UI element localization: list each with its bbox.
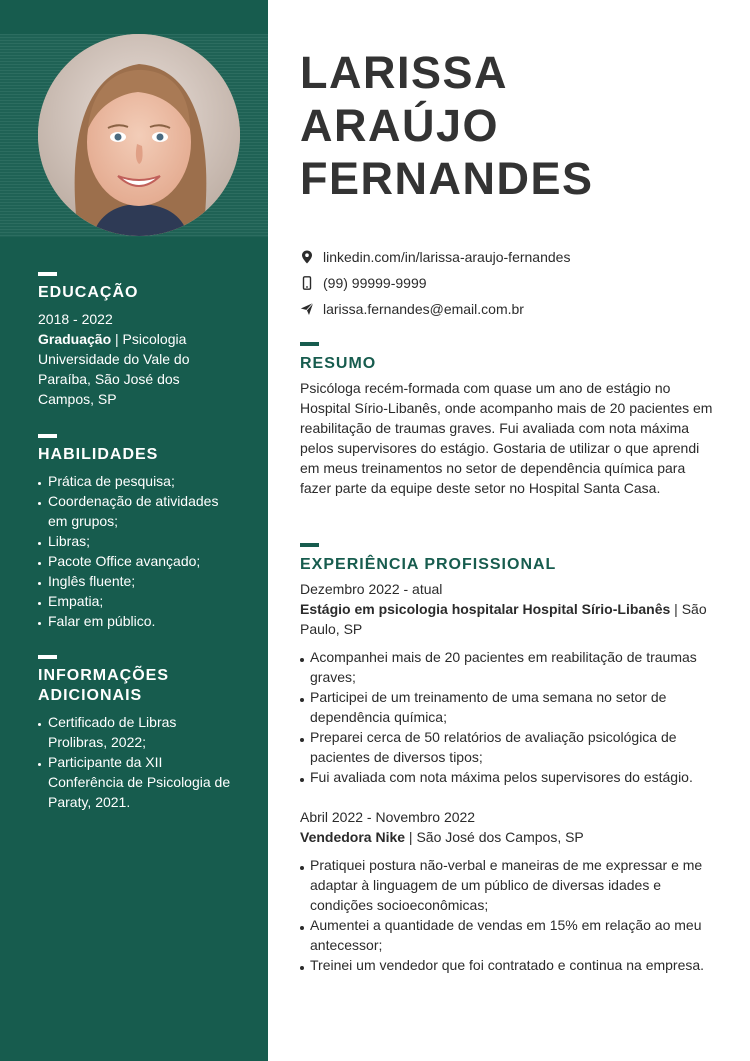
- contact-list: [300, 244, 570, 322]
- contact-item: [300, 296, 570, 322]
- skills-list: [38, 471, 238, 631]
- summary-text: Psicóloga recém-formada com quase um ano de estágio no Hospital Sírio-Libanês, onde acompanho mais de 20 pacientes em reabilitação de traumas graves. Fui avaliada com nota máxima pelos supervisores do estágio. Gostaria de utilizar o que aprendi em meus treinamentos no setor de dependência química para fazer parte da equipe deste setor no Hospital Santa Casa.: [300, 380, 713, 496]
- name-line: ARAÚJO: [300, 100, 500, 151]
- name-line: FERNANDES: [300, 153, 594, 204]
- job-bullets: [300, 647, 720, 787]
- additional-info-section: [38, 655, 238, 812]
- education-section: [38, 272, 238, 409]
- education-heading: EDUCAÇÃO: [38, 284, 139, 301]
- contact-text: larissa.fernandes@email.com.br: [323, 301, 524, 317]
- job-dates: Dezembro 2022 - atual: [300, 581, 443, 597]
- contact-item: [300, 244, 570, 270]
- skills-heading: HABILIDADES: [38, 446, 159, 463]
- job-list: [300, 579, 720, 975]
- list-item: Prática de pesquisa;: [38, 471, 238, 491]
- contact-text: linkedin.com/in/larissa-araujo-fernandes: [323, 249, 571, 265]
- list-item: Inglês fluente;: [38, 571, 238, 591]
- list-item: Participei de um treinamento de uma semana no setor de dependência química;: [300, 687, 720, 727]
- list-item: Fui avaliada com nota máxima pelos supervisores do estágio.: [300, 767, 720, 787]
- education-institution: | Psicologia Universidade do Vale do Paraíba, São José dos Campos, SP: [38, 331, 190, 407]
- list-item: Coordenação de atividades em grupos;: [38, 491, 238, 531]
- send-icon: [300, 302, 323, 316]
- education-details: [38, 329, 238, 409]
- section-marker: [300, 342, 319, 346]
- job-location: | São Paulo, SP: [300, 601, 707, 637]
- contact-text: (99) 99999-9999: [323, 275, 427, 291]
- experience-heading: EXPERIÊNCIA PROFISSIONAL: [300, 556, 557, 573]
- list-item: Pacote Office avançado;: [38, 551, 238, 571]
- section-marker: [38, 434, 57, 438]
- phone-icon: [300, 276, 323, 290]
- name-line: LARISSA: [300, 47, 509, 98]
- list-item: Aumentei a quantidade de vendas em 15% em relação ao meu antecessor;: [300, 915, 720, 955]
- list-item: Falar em público.: [38, 611, 238, 631]
- skills-section: [38, 434, 238, 631]
- additional-info-heading: INFORMAÇÕES ADICIONAIS: [38, 667, 169, 704]
- section-marker: [38, 655, 57, 659]
- list-item: Preparei cerca de 50 relatórios de avaliação psicológica de pacientes de diversos tipos;: [300, 727, 720, 767]
- contact-item: [300, 270, 570, 296]
- list-item: Certificado de Libras Prolibras, 2022;: [38, 712, 238, 752]
- education-dates: 2018 - 2022: [38, 311, 113, 327]
- list-item: Pratiquei postura não-verbal e maneiras de me expressar e me adaptar à linguagem de um público de diversas idades e condições socioeconômicas;: [300, 855, 720, 915]
- list-item: Participante da XII Conferência de Psicologia de Paraty, 2021.: [38, 752, 238, 812]
- experience-section: [300, 543, 720, 975]
- sidebar: [0, 0, 268, 1061]
- list-item: Treinei um vendedor que foi contratado e continua na empresa.: [300, 955, 720, 975]
- list-item: Libras;: [38, 531, 238, 551]
- job-entry: [300, 579, 720, 787]
- summary-heading: RESUMO: [300, 355, 377, 372]
- education-degree: Graduação: [38, 331, 112, 347]
- job-dates: Abril 2022 - Novembro 2022: [300, 809, 476, 825]
- full-name: [300, 46, 594, 205]
- job-title-line: [300, 827, 720, 847]
- portrait-photo: [38, 34, 240, 236]
- profile-photo: [38, 34, 240, 236]
- list-item: Acompanhei mais de 20 pacientes em reabilitação de traumas graves;: [300, 647, 720, 687]
- location-pin-icon: [300, 250, 323, 264]
- list-item: Empatia;: [38, 591, 238, 611]
- job-title: Estágio em psicologia hospitalar Hospital Sírio-Libanês: [300, 601, 671, 617]
- job-location: | São José dos Campos, SP: [405, 829, 584, 845]
- job-entry: [300, 807, 720, 975]
- job-title-line: [300, 599, 720, 639]
- additional-info-list: [38, 712, 238, 812]
- job-title: Vendedora Nike: [300, 829, 406, 845]
- section-marker: [38, 272, 57, 276]
- job-bullets: [300, 855, 720, 975]
- section-marker: [300, 543, 319, 547]
- summary-section: [300, 342, 720, 498]
